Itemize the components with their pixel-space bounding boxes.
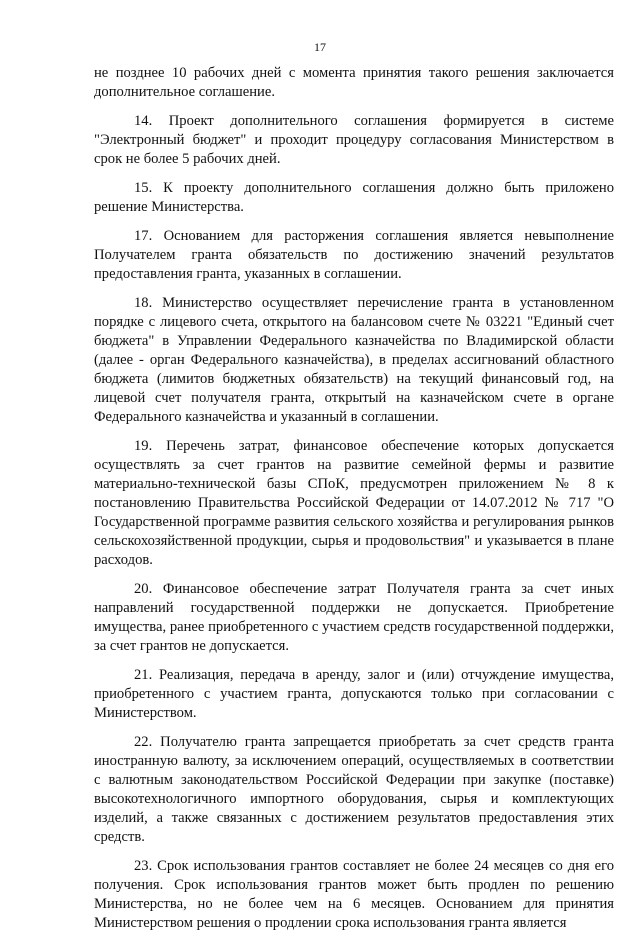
paragraph-20: 20. Финансовое обеспечение затрат Получателя гранта за счет иных направлений государственной поддержки не допускается. Приобретение имущества, ранее приобретенного с участием средств государственной поддержки, за счет грантов не допускается.	[94, 581, 614, 654]
paragraph-17: 17. Основанием для расторжения соглашения является невыполнение Получателем гранта обязательств по достижению значений результатов предоставления гранта, указанных в соглашении.	[94, 228, 614, 282]
paragraph-19: 19. Перечень затрат, финансовое обеспечение которых допускается осуществлять за счет грантов на развитие семейной фермы и развитие материально-технической базы СПоК, предусмотрен приложением № 8 к постановлению Правительства Российской Федерации от 14.07.2012 № 717 "О Государственной программе развития сельского хозяйства и регулирования рынков сельскохозяйственной продукции, сырья и продовольствия" и указывается в плане расходов.	[94, 438, 614, 568]
page-number: 17	[314, 40, 326, 54]
document-body	[94, 64, 614, 943]
paragraph-continuation: не позднее 10 рабочих дней с момента принятия такого решения заключается дополнительное соглашение.	[94, 65, 614, 100]
paragraph-21: 21. Реализация, передача в аренду, залог и (или) отчуждение имущества, приобретенного с участием гранта, допускаются только при согласовании с Министерством.	[94, 667, 614, 721]
paragraph-22: 22. Получателю гранта запрещается приобретать за счет средств гранта иностранную валюту, за исключением операций, осуществляемых в соответствии с валютным законодательством Российской Федерации при закупке (поставке) высокотехнологичного импортного оборудования, сырья и комплектующих изделий, а также связанных с достижением результатов предоставления этих средств.	[94, 734, 614, 845]
paragraph-23: 23. Срок использования грантов составляет не более 24 месяцев со дня его получения. Срок использования грантов может быть продлен по решению Министерства, но не более чем на 6 месяцев. Основанием для принятия Министерством решения о продлении срока использования гранта является	[94, 858, 614, 931]
paragraph-18: 18. Министерство осуществляет перечисление гранта в установленном порядке с лицевого счета, открытого на балансовом счете № 03221 "Единый счет бюджета" в Управлении Федерального казначейства по Владимирской области (далее - орган Федерального казначейства), в пределах ассигнований областного бюджета (лимитов бюджетных обязательств) на текущий финансовый год, на лицевой счет получателя гранта, открытый на казначейском счете в органе Федерального казначейства и указанный в соглашении.	[94, 295, 614, 425]
paragraph-15: 15. К проекту дополнительного соглашения должно быть приложено решение Министерства.	[94, 180, 614, 215]
paragraph-14: 14. Проект дополнительного соглашения формируется в системе "Электронный бюджет" и проходит процедуру согласования Министерством в срок не более 5 рабочих дней.	[94, 113, 614, 167]
